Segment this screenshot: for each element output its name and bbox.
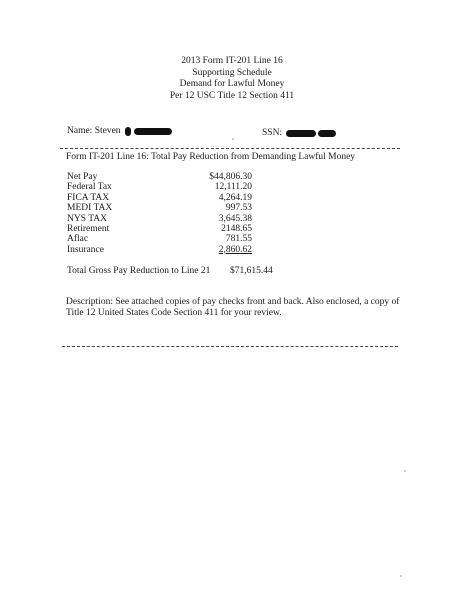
- name-label: Name: Steven: [67, 126, 121, 136]
- item-label: Federal Tax: [67, 182, 112, 193]
- item-amount: 4,264.19: [218, 192, 252, 203]
- scan-speck: [404, 470, 406, 472]
- header-statute-line: Per 12 USC Title 12 Section 411: [169, 90, 295, 101]
- list-item: [67, 224, 252, 234]
- dashed-divider: [60, 148, 400, 149]
- item-label: NYS TAX: [67, 213, 107, 224]
- item-amount: $44,806.30: [209, 172, 252, 182]
- item-label: Retirement: [67, 223, 110, 234]
- total-row: [67, 266, 273, 276]
- document-header: [0, 56, 464, 102]
- header-schedule-line: Supporting Schedule: [192, 67, 272, 78]
- redaction-mark: [286, 130, 316, 137]
- dashed-divider: [62, 346, 398, 347]
- item-amount: [167, 245, 252, 255]
- item-label: MEDI TAX: [67, 203, 113, 214]
- header-demand-line: Demand for Lawful Money: [179, 79, 285, 89]
- item-amount: 2148.65: [221, 223, 252, 234]
- total-amount: $71,615.44: [230, 266, 273, 276]
- deduction-list: [67, 172, 252, 255]
- list-item: [67, 234, 252, 244]
- list-item: [67, 245, 252, 255]
- item-label: Insurance: [67, 244, 104, 255]
- list-item: [67, 182, 252, 192]
- header-form-line: 2013 Form IT-201 Line 16: [181, 56, 283, 66]
- list-item: [67, 214, 252, 224]
- item-label: Aflac: [67, 234, 89, 245]
- item-amount-underlined: 2,860.62: [218, 244, 252, 255]
- total-label: Total Gross Pay Reduction to Line 21: [67, 266, 211, 276]
- scan-speck: [232, 138, 234, 140]
- ssn-field: [262, 128, 336, 138]
- item-amount: 997.53: [225, 203, 252, 214]
- name-field: [67, 126, 172, 136]
- item-label: Net Pay: [67, 172, 98, 182]
- item-label: FICA TAX: [67, 192, 110, 203]
- description-paragraph: Description: See attached copies of pay checks front and back. Also enclosed, a copy of Title 12 United States Code Section 411 for your review.: [66, 297, 400, 318]
- redaction-mark: [125, 127, 131, 136]
- item-amount: 3,645.38: [218, 213, 252, 224]
- item-amount: 781.55: [225, 234, 252, 245]
- section-title: Form IT-201 Line 16: Total Pay Reduction from Demanding Lawful Money: [66, 152, 356, 162]
- list-item: [67, 193, 252, 203]
- item-amount: 12,111.20: [214, 182, 252, 193]
- redaction-mark: [318, 130, 336, 137]
- list-item: [67, 203, 252, 213]
- ssn-label: SSN:: [262, 128, 283, 138]
- redaction-mark: [134, 128, 172, 135]
- list-item: [67, 172, 252, 182]
- scan-speck: [400, 575, 402, 577]
